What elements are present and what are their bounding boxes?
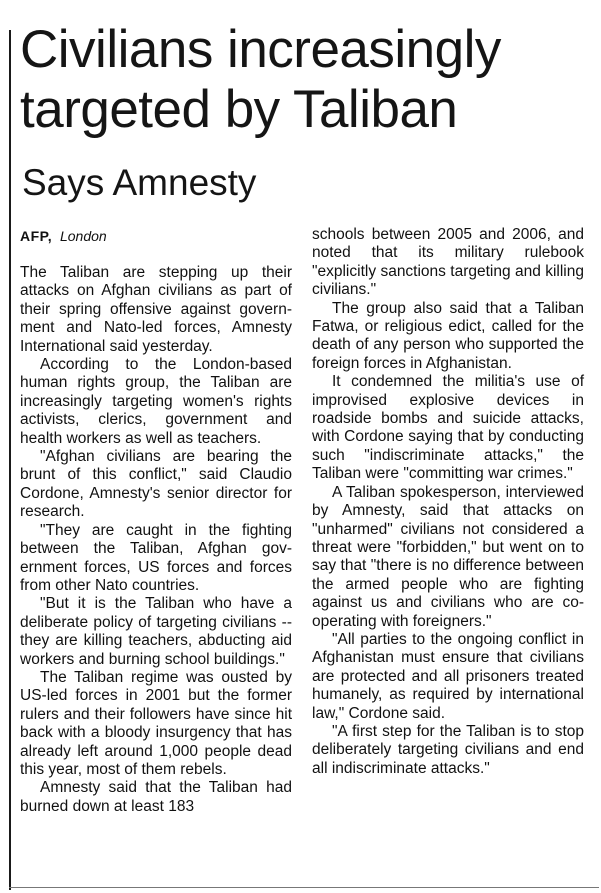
subheadline: Says Amnesty: [22, 162, 257, 203]
paragraph: The Taliban regime was ousted by US-led forces in 2001 but the former rulers and their followers have since hit back with a bloody insurgency that has already left around 1,000 people dead this year, most of them rebels.: [20, 668, 292, 778]
byline-city: London: [59, 228, 107, 244]
paragraph: "A first step for the Taliban is to stop deliberately targeting civilians and end all indiscriminate attacks.": [312, 722, 584, 777]
paragraph: schools between 2005 and 2006, and noted that its military rulebook "explicitly sanctions targeting and killing civilians.": [312, 226, 584, 299]
paragraph: The group also said that a Taliban Fatwa, or religious edict, called for the death of any person who supported the foreign forces in Afghanistan.: [312, 299, 584, 372]
paragraph: "But it is the Taliban who have a deliberate policy of targeting civilians -- they are killing teachers, abducting aid workers and burning school buildings.": [20, 595, 292, 668]
article-column-right: [312, 226, 584, 778]
headline: Civilians increasingly targeted by Taliban: [20, 20, 501, 139]
byline: [20, 226, 292, 246]
paragraph: According to the London-based human rights group, the Taliban are increasingly targeting women's rights activists, clerics, government and health workers as well as teachers.: [20, 356, 292, 447]
paragraph: "Afghan civilians are bearing the brunt of this conflict," said Claudio Cordone, Amnesty's senior director for research.: [20, 448, 292, 521]
paragraph: The Taliban are stepping up their attacks on Afghan civilians as part of their spring offensive against government and Nato-led forces, Amnesty International said yesterday.: [20, 264, 292, 355]
article-column-left: [20, 226, 292, 816]
paragraph: "They are caught in the fighting between the Taliban, Afghan government forces, US forces and forces from other Nato countries.: [20, 521, 292, 594]
paragraph: Amnesty said that the Taliban had burned down at least 183: [20, 779, 292, 815]
paragraph: It condemned the militia's use of improvised explosive devices in roadside bombs and suicide attacks, with Cordone saying that by conducting such "indiscriminate attacks," the Taliban were "committing war crimes.": [312, 373, 584, 483]
bottom-border-rule: [9, 887, 599, 888]
paragraph: "All parties to the ongoing conflict in Afghanistan must ensure that civilians are protected and all prisoners treated humanely, as required by international law," Cordone said.: [312, 630, 584, 722]
paragraph: A Taliban spokesperson, interviewed by Amnesty, said that attacks on "unharmed" civilians not considered a threat were "forbidden," but went on to say that "there is no difference between the armed people who are fighting against us and civilians who are co-operating with foreigners.": [312, 483, 584, 630]
byline-agency: AFP,: [20, 228, 53, 244]
left-border-rule: [9, 30, 11, 890]
